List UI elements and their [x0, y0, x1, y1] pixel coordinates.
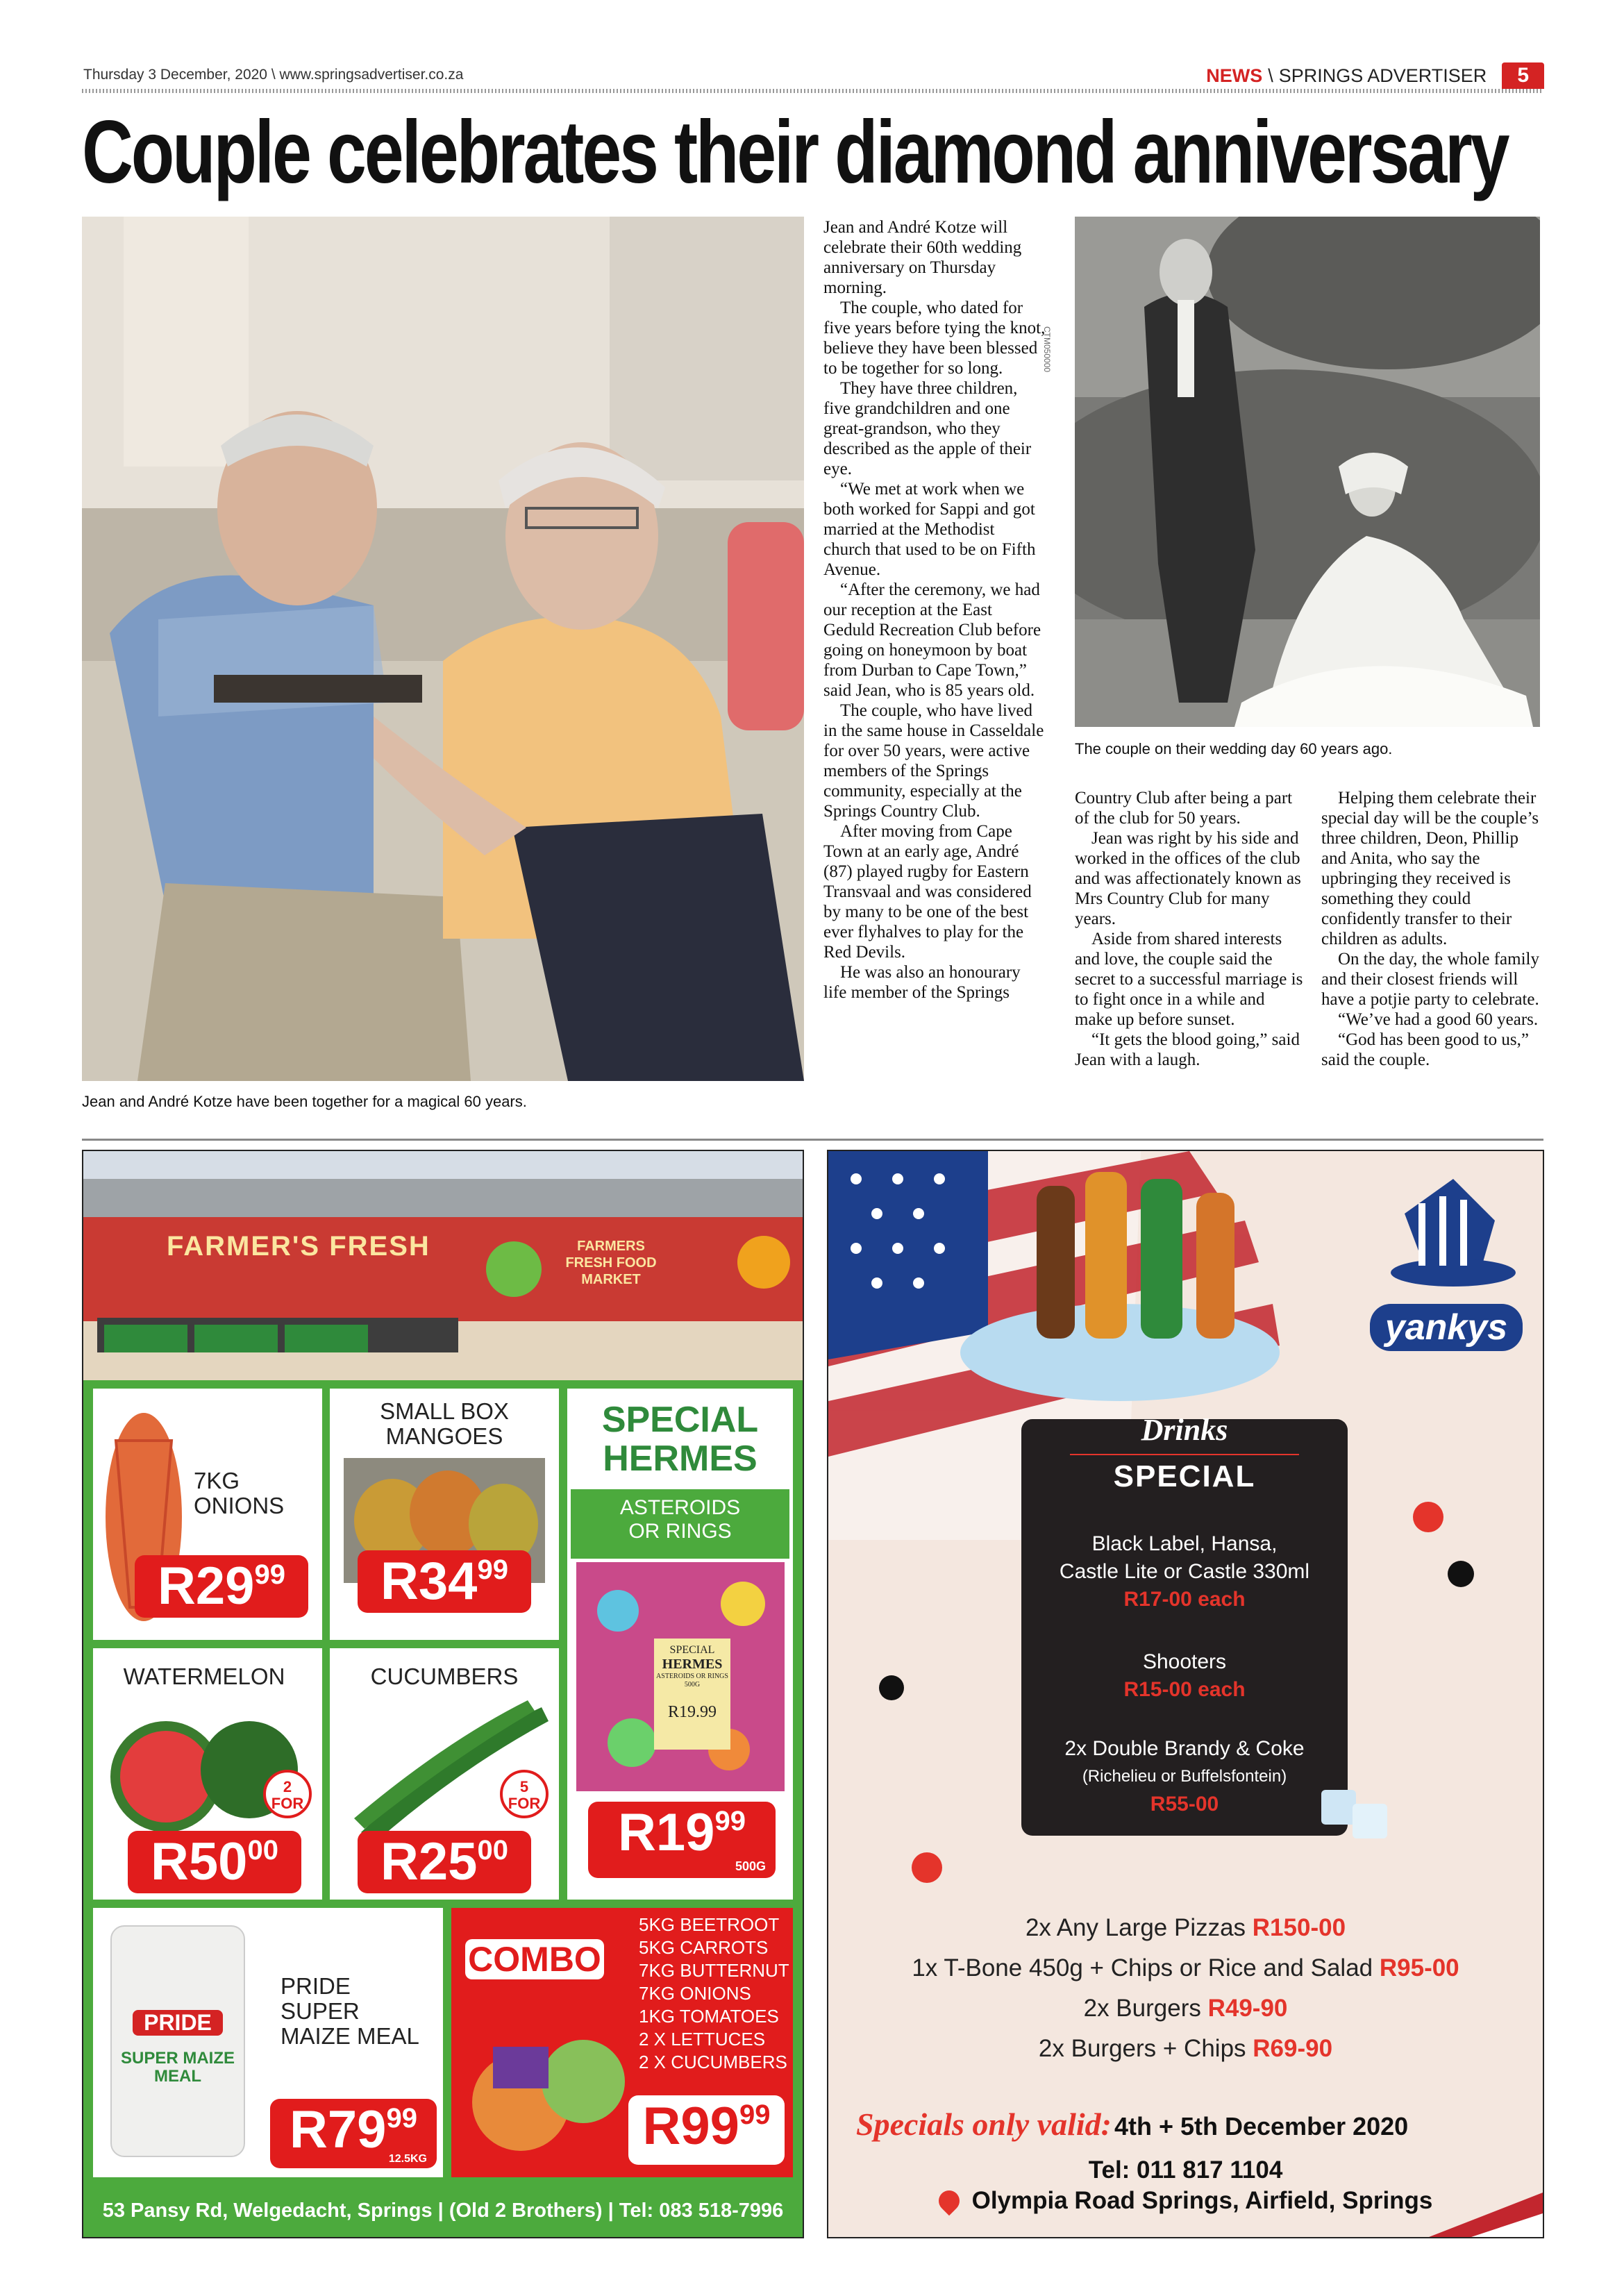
price-cents: 99 [254, 1559, 285, 1590]
drink-name: 2x Double Brandy & Coke [1064, 1737, 1305, 1760]
price-main: R19 [618, 1803, 715, 1862]
hermes-title-1: SPECIAL [601, 1400, 759, 1440]
product-label: WATERMELON [123, 1664, 285, 1689]
food-price: R69-90 [1253, 2035, 1333, 2062]
validity-label: Specials only valid: [856, 2106, 1112, 2142]
article-column-3 [1321, 788, 1543, 1070]
product-label: SMALL BOX MANGOES [380, 1398, 509, 1449]
hermes-title-2: HERMES [603, 1439, 757, 1479]
price-main: R79 [290, 2100, 387, 2159]
price-main: R99 [642, 2097, 739, 2156]
paragraph: “After the ceremony, we had our reception at the East Geduld Recreation Club before going on honeymoon by boat from Durban to Cape Town,” said Jean, who is 85 years old. [823, 580, 1041, 700]
farmers-fresh-advert [82, 1150, 804, 2238]
combo-item: 2 X CUCUMBERS [639, 2052, 787, 2072]
couple-photo [82, 217, 804, 1081]
special-banner [1070, 1454, 1299, 1455]
food-price: R49-90 [1207, 1995, 1288, 2022]
product-tile-hermes [567, 1389, 793, 1900]
paragraph: They have three children, five grandchildren and one great-grandson, who they described as the apple of their eye. [823, 379, 1032, 478]
price-cents: 00 [247, 1835, 278, 1866]
product-label: 7KG ONIONS [194, 1468, 285, 1518]
food-item [828, 1988, 1543, 2029]
paragraph: Jean and André Kotze will celebrate their 60th wedding anniversary on Thursday morning. [823, 218, 1022, 297]
price-cents: 99 [739, 2100, 771, 2130]
couple-photo-caption: Jean and André Kotze have been together for a magical 60 years. [82, 1093, 527, 1110]
drink-item-2 [1021, 1648, 1348, 1704]
address-text: Olympia Road Springs, Airfield, Springs [971, 2187, 1433, 2214]
food-name: 1x T-Bone 450g + Chips or Rice and Salad [912, 1954, 1380, 1981]
combo-tile [451, 1908, 793, 2177]
hermes-subtitle-text: ASTEROIDS OR RINGS [619, 1496, 741, 1543]
drinks-title: Drinks [1141, 1413, 1228, 1447]
brand-logo: yankys [1370, 1304, 1523, 1351]
maize-bag [110, 1925, 245, 2157]
store-address-footer: 53 Pansy Rd, Welgedacht, Springs | (Old 2 Brothers) | Tel: 083 518-7996 [102, 2199, 784, 2222]
food-name: 2x Any Large Pizzas [1025, 1914, 1253, 1941]
food-item [828, 2029, 1543, 2069]
sign-line: ASTEROIDS OR RINGS 500G [656, 1673, 728, 1689]
wedding-photo-caption: The couple on their wedding day 60 years ago. [1075, 740, 1393, 757]
food-item [828, 1948, 1543, 1988]
store-photo [83, 1151, 803, 1380]
wedding-photo [1075, 217, 1540, 727]
paragraph: After moving from Cape Town at an early age, André (87) played rugby for Eastern Transvaal and was considered by many to be one of the best ever flyhalves to play for the Red Devils. [823, 822, 1032, 962]
product-tile-watermelon [93, 1648, 322, 1900]
top-rule [82, 89, 1543, 93]
decor-dot [912, 1852, 942, 1883]
price-tag [135, 1555, 308, 1618]
article-column-2 [1075, 788, 1304, 1070]
paragraph: The couple, who have lived in the same house in Casseldale for over 50 years, were active members of the Springs community, especially at the Springs Country Club. [823, 701, 1044, 821]
page-number: 5 [1502, 62, 1544, 89]
price-cents: 99 [386, 2103, 417, 2134]
drink-item-1 [1021, 1530, 1348, 1614]
drink-name: Shooters [1142, 1650, 1227, 1673]
masthead-section [1206, 62, 1544, 89]
paragraph: The couple, who dated for five years before tying the knot, believe they have been blessed to be together for so long. [823, 299, 1046, 378]
drink-price: R17-00 each [1123, 1588, 1246, 1611]
drinks-panel [1021, 1413, 1348, 1836]
decor-dot [1413, 1502, 1443, 1532]
combo-item: 7KG ONIONS [639, 1983, 751, 2004]
decor-dot [879, 1675, 904, 1700]
masthead-date: Thursday 3 December, 2020 \ www.springsadvertiser.co.za [83, 67, 464, 83]
price-tag [270, 2099, 437, 2168]
decor-dot [1448, 1561, 1474, 1587]
deal-badge: 2 FOR [263, 1770, 312, 1818]
paragraph: “We met at work when we both worked for Sappi and got married at the Methodist church that used to be on Fifth Avenue. [823, 480, 1036, 579]
price-tag [358, 1831, 531, 1893]
combo-item: 1KG TOMATOES [639, 2006, 779, 2027]
paragraph: On the day, the whole family and their closest friends will have a potjie party to celebrate. [1321, 950, 1539, 1009]
headline: Couple celebrates their diamond anniversary [82, 103, 1508, 202]
combo-item: 5KG CARROTS [639, 1937, 769, 1958]
validity-dates: 4th + 5th December 2020 [1114, 2112, 1409, 2140]
photo-credit: CTM050000 [1042, 326, 1052, 373]
paragraph: “We’ve had a good 60 years. [1338, 1010, 1539, 1029]
paragraph: “God has been good to us,” said the couple. [1321, 1030, 1529, 1069]
product-tile-cucumbers [330, 1648, 559, 1900]
product-tile-onions [93, 1389, 322, 1640]
phone-number: Tel: 011 817 1104 [1088, 2156, 1283, 2184]
price-main: R50 [151, 1832, 248, 1891]
store-sign: FARMER'S FRESH [167, 1231, 430, 1262]
hermes-shelf-sign [654, 1639, 730, 1750]
price-cents: 99 [477, 1555, 508, 1585]
price-main: R25 [380, 1832, 478, 1891]
drink-price: R55-00 [1150, 1793, 1219, 1816]
combo-item: 5KG BEETROOT [639, 1914, 780, 1935]
price-tag [588, 1802, 776, 1878]
sign-line: HERMES [662, 1657, 723, 1672]
product-label: CUCUMBERS [370, 1664, 519, 1689]
food-name: 2x Burgers [1083, 1995, 1208, 2022]
paragraph: Helping them celebrate their special day will be the couple’s three children, Deon, Phillip and Anita, who say the upbringing they received is something they could confidently transfer to their children as adults. [1321, 789, 1539, 948]
price-cents: 99 [714, 1806, 746, 1836]
paragraph: Country Club after being a part of the club for 50 years. [1075, 789, 1293, 828]
maize-brand: PRIDE [133, 2010, 223, 2036]
price-tag [128, 1831, 301, 1893]
store-sign-2: FARMERS FRESH FOOD MARKET [565, 1239, 657, 1287]
product-label: PRIDE SUPER MAIZE MEAL [281, 1973, 419, 2049]
yankys-advert [827, 1150, 1544, 2238]
sign-price: R19.99 [667, 1703, 717, 1721]
combo-item: 7KG BUTTERNUT [639, 1960, 789, 1981]
price-tag [628, 2095, 785, 2165]
price-size: 500G [735, 1859, 766, 1873]
special-label: SPECIAL [1113, 1459, 1256, 1493]
food-specials [828, 1908, 1543, 2069]
price-tag [358, 1550, 531, 1613]
combo-item: 2 X LETTUCES [639, 2029, 766, 2050]
combo-items [639, 1913, 792, 2074]
section-name: NEWS [1206, 65, 1263, 86]
sign-line: SPECIAL [669, 1644, 715, 1656]
drink-price: R15-00 each [1123, 1678, 1246, 1701]
maize-bag-text: SUPER MAIZE MEAL [120, 2049, 235, 2086]
price-cents: 00 [477, 1835, 508, 1866]
food-name: 2x Burgers + Chips [1038, 2035, 1253, 2062]
paragraph: He was also an honourary life member of the Springs [823, 963, 1021, 1002]
validity-line [856, 2106, 1523, 2143]
price-main: R34 [380, 1552, 478, 1611]
drink-name: Castle Lite or Castle 330ml [1059, 1560, 1310, 1583]
food-price: R150-00 [1252, 1914, 1346, 1941]
drink-item-3 [1021, 1735, 1348, 1818]
price-main: R29 [158, 1557, 255, 1616]
paragraph: Aside from shared interests and love, the couple said the secret to a successful marriage is to fight once in a while and make up before sunset. [1075, 930, 1303, 1029]
paragraph: Jean was right by his side and worked in the offices of the club and was affectionately known as Mrs Country Club for many years. [1075, 829, 1301, 928]
publication-name: SPRINGS ADVERTISER [1278, 65, 1487, 86]
product-tile-mangoes [330, 1389, 559, 1640]
deal-badge: 5 FOR [500, 1770, 549, 1818]
product-tile-maize [93, 1908, 443, 2177]
food-price: R95-00 [1379, 1954, 1459, 1981]
paragraph: “It gets the blood going,” said Jean with a laugh. [1075, 1030, 1300, 1069]
food-item [828, 1908, 1543, 1948]
section-separator: \ [1268, 65, 1273, 86]
combo-title: COMBO [465, 1939, 604, 1979]
price-size: 12.5KG [388, 2153, 427, 2165]
drink-name: Black Label, Hansa, [1091, 1532, 1278, 1555]
section-divider [82, 1139, 1543, 1141]
drink-name: (Richelieu or Buffelsfontein) [1082, 1767, 1287, 1786]
location-pin-icon [934, 2186, 963, 2215]
article-column-1 [823, 217, 1046, 1003]
